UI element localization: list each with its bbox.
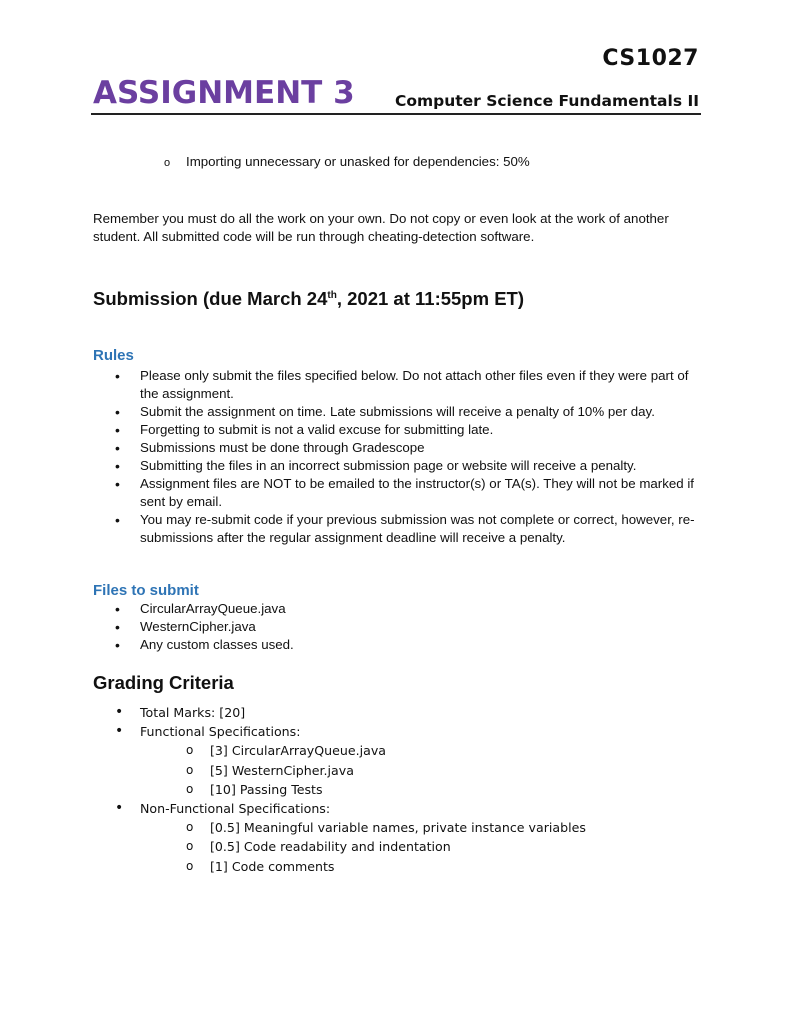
integrity-paragraph: Remember you must do all the work on your own. Do not copy or even look at the work of another student. All submitted code will be run through cheating-detection software. — [93, 211, 669, 244]
assignment-title: ASSIGNMENT 3 — [93, 75, 355, 111]
dependencies-penalty-text: Importing unnecessary or unasked for dependencies: 50% — [186, 154, 530, 169]
rule-item: • Please only submit the files specified below. Do not attach other files even if they were part of the assignment. — [115, 367, 700, 403]
rule-item: • Submit the assignment on time. Late submissions will receive a penalty of 10% per day. — [115, 403, 700, 421]
file-item: • Any custom classes used. — [115, 636, 700, 654]
rule-item: • Assignment files are NOT to be emailed to the instructor(s) or TA(s). They will not be marked if sent by email. — [115, 475, 700, 511]
course-name: Computer Science Fundamentals II — [394, 92, 699, 110]
submission-heading-post: , 2021 at 11:55pm ET) — [336, 288, 524, 309]
files-heading: Files to submit — [93, 582, 199, 599]
circle-bullet-icon: o — [164, 157, 171, 169]
functional-label: Functional Specifications: — [140, 724, 301, 740]
files-list — [115, 600, 700, 654]
grading-heading: Grading Criteria — [93, 672, 234, 693]
dependencies-penalty-item — [164, 153, 530, 172]
non-functional-item — [115, 799, 700, 876]
functional-item — [115, 722, 700, 799]
header-divider — [91, 113, 701, 115]
functional-subitem: o [10] Passing Tests — [186, 780, 700, 799]
submission-heading — [93, 288, 524, 310]
functional-sublist — [140, 741, 700, 799]
total-marks-item: • Total Marks: [20] — [115, 703, 700, 722]
rule-item: • Submissions must be done through Gradescope — [115, 439, 700, 457]
file-item: • CircularArrayQueue.java — [115, 600, 700, 618]
rules-list — [115, 367, 700, 547]
non-functional-subitem: o [0.5] Code readability and indentation — [186, 837, 700, 856]
rules-heading: Rules — [93, 347, 134, 364]
functional-subitem: o [3] CircularArrayQueue.java — [186, 741, 700, 760]
submission-heading-pre: Submission (due March 24 — [93, 288, 328, 309]
functional-subitem: o [5] WesternCipher.java — [186, 761, 700, 780]
rule-item: • Submitting the files in an incorrect submission page or website will receive a penalty. — [115, 457, 700, 475]
rule-item: • You may re-submit code if your previous submission was not complete or correct, however, re-submissions after the regular assignment deadline will receive a penalty. — [115, 511, 700, 547]
grading-criteria — [115, 703, 700, 876]
rule-item: • Forgetting to submit is not a valid excuse for submitting late. — [115, 421, 700, 439]
file-item: • WesternCipher.java — [115, 618, 700, 636]
non-functional-subitem: o [0.5] Meaningful variable names, private instance variables — [186, 818, 700, 837]
submission-heading-sup: th — [327, 289, 337, 301]
grading-list — [115, 703, 700, 876]
course-code: CS1027 — [602, 46, 699, 71]
non-functional-label: Non-Functional Specifications: — [140, 801, 331, 817]
non-functional-subitem: o [1] Code comments — [186, 857, 700, 876]
non-functional-sublist — [140, 818, 700, 876]
